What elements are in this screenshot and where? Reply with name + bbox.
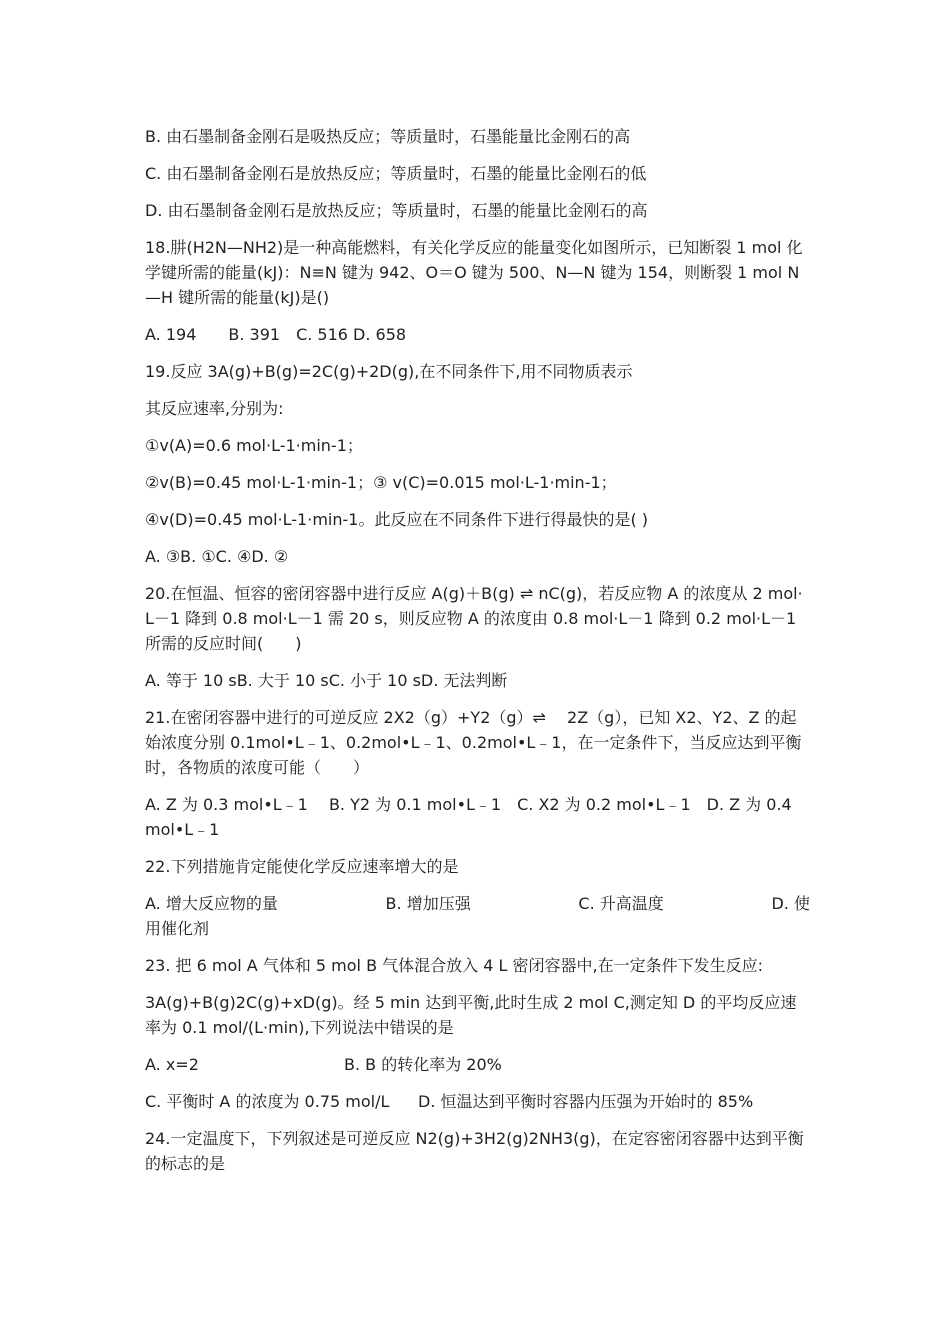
options-20: A. 等于 10 sB. 大于 10 sC. 小于 10 sD. 无法判断 [145, 671, 508, 690]
question-21: 21.在密闭容器中进行的可逆反应 2X2（g）+Y2（g）⇌ 2Z（g），已知 X2、Y2、Z 的起始浓度分别 0.1mol•L﹣1、0.2mol•L﹣1、0.2mol•L﹣1，在一定条件下，当反应达到平衡时，各物质的浓度可能（ ） [145, 708, 802, 777]
question-24: 24.一定温度下，下列叙述是可逆反应 N2(g)+3H2(g)2NH3(g)，在定容密闭容器中达到平衡的标志的是 [145, 1129, 804, 1173]
question-19-line1: 19.反应 3A(g)+B(g)=2C(g)+2D(g),在不同条件下,用不同物质表示 [145, 362, 633, 381]
question-23-line2: 3A(g)+B(g)2C(g)+xD(g)。经 5 min 达到平衡,此时生成 2 mol C,测定知 D 的平均反应速率为 0.1 mol/(L·min),下列说法中错误的是 [145, 993, 797, 1037]
options-22 [145, 891, 810, 941]
option-b-17: B. 由石墨制备金刚石是吸热反应；等质量时，石墨能量比金刚石的高 [145, 127, 631, 146]
option-23-b: B. B 的转化率为 20% [344, 1055, 502, 1074]
options-18: A. 194 B. 391 C. 516 D. 658 [145, 325, 407, 344]
option-22-c: C. 升高温度 [578, 894, 664, 913]
document-page [145, 124, 810, 1188]
option-22-a: A. 增大反应物的量 [145, 894, 278, 913]
question-19-line4: ②v(B)=0.45 mol·L-1·min-1；③ v(C)=0.015 mol·L-1·min-1； [145, 473, 617, 492]
question-18: 18.肼(H2N—NH2)是一种高能燃料，有关化学反应的能量变化如图所示，已知断裂 1 mol 化学键所需的能量(kJ)：N≡N 键为 942、O＝O 键为 500、N—N 键为 154，则断裂 1 mol N—H 键所需的能量(kJ)是() [145, 238, 803, 307]
option-23-d: D. 恒温达到平衡时容器内压强为开始时的 85% [418, 1092, 754, 1111]
question-19-line5: ④v(D)=0.45 mol·L-1·min-1。此反应在不同条件下进行得最快的是( ) [145, 510, 649, 529]
options-23-cd [145, 1089, 810, 1114]
option-22-d: D. 使 [771, 894, 810, 913]
question-22: 22.下列措施肯定能使化学反应速率增大的是 [145, 857, 459, 876]
option-d-17: D. 由石墨制备金刚石是放热反应；等质量时，石墨的能量比金刚石的高 [145, 201, 648, 220]
options-23-ab [145, 1052, 810, 1077]
option-22-d-continued: 用催化剂 [145, 919, 210, 938]
question-23-line1: 23. 把 6 mol A 气体和 5 mol B 气体混合放入 4 L 密闭容器中,在一定条件下发生反应: [145, 956, 763, 975]
options-21: A. Z 为 0.3 mol•L﹣1 B. Y2 为 0.1 mol•L﹣1 C. X2 为 0.2 mol•L﹣1 D. Z 为 0.4 mol•L﹣1 [145, 795, 792, 839]
question-20: 20.在恒温、恒容的密闭容器中进行反应 A(g)＋B(g) ⇌ nC(g)，若反应物 A 的浓度从 2 mol·L－1 降到 0.8 mol·L－1 需 20 s，则反应物 A 的浓度由 0.8 mol·L－1 降到 0.2 mol·L－1 所需的反应时间( ) [145, 584, 803, 653]
question-19-line3: ①v(A)=0.6 mol·L-1·min-1； [145, 436, 363, 455]
options-19: A. ③B. ①C. ④D. ② [145, 547, 289, 566]
option-22-b: B. 增加压强 [385, 894, 471, 913]
question-19-line2: 其反应速率,分别为: [145, 399, 284, 418]
option-23-a: A. x=2 [145, 1055, 199, 1074]
options-22-row [145, 891, 810, 916]
option-c-17: C. 由石墨制备金刚石是放热反应；等质量时，石墨的能量比金刚石的低 [145, 164, 647, 183]
option-23-c: C. 平衡时 A 的浓度为 0.75 mol/L [145, 1092, 390, 1111]
